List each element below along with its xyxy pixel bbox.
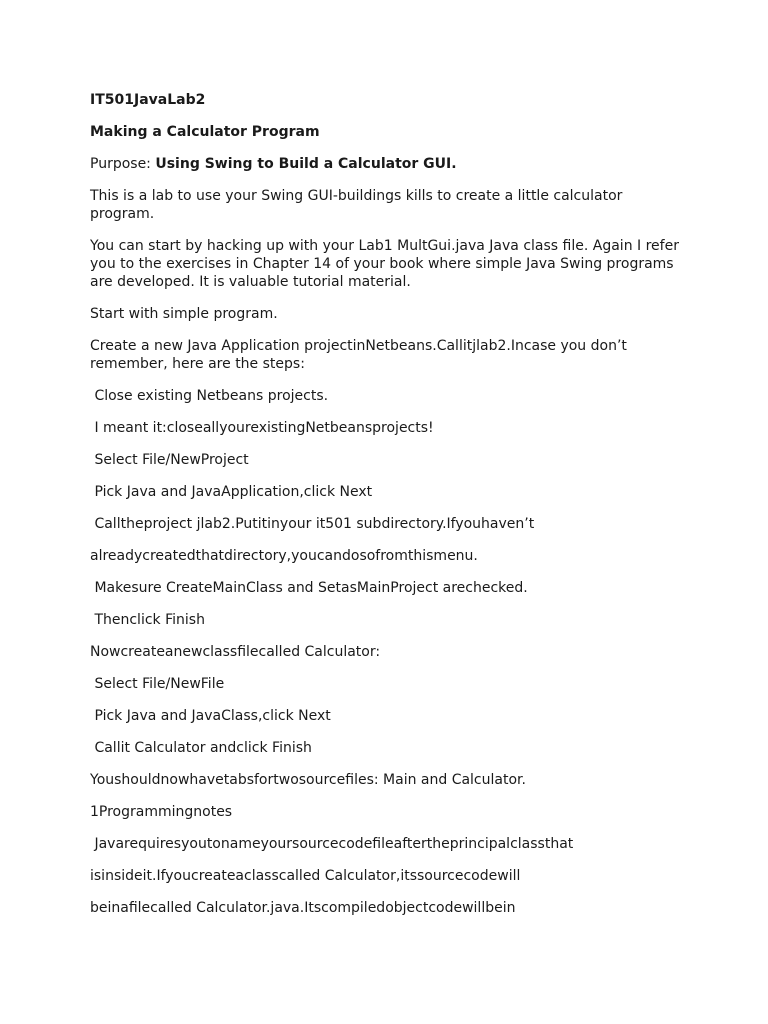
step-meant: I meant it:closeallyourexistingNetbeansprojects! xyxy=(90,420,434,436)
new-class-line: Nowcreateanewclassfilecalled Calculator: xyxy=(90,644,381,660)
step-already: alreadycreatedthatdirectory,youcandosofromthismenu. xyxy=(90,548,478,564)
purpose-line xyxy=(90,155,690,173)
step-select-project: Select File/NewProject xyxy=(90,452,249,468)
step-makesure: Makesure CreateMainClass and SetasMainProject arechecked. xyxy=(90,580,528,596)
document-title: Making a Calculator Program xyxy=(90,124,320,140)
simple-program-line: Start with simple program. xyxy=(90,306,278,322)
note-line-1: Javarequiresyoutonameyoursourcecodefileaftertheprincipalclassthat xyxy=(90,836,574,852)
document-page xyxy=(90,91,690,931)
step-select-file: Select File/NewFile xyxy=(90,676,225,692)
intro-paragraph: This is a lab to use your Swing GUI-buildings kills to create a little calculator program. xyxy=(90,188,627,222)
course-code: IT501JavaLab2 xyxy=(90,92,206,108)
step-call-calc: Callit Calculator andclick Finish xyxy=(90,740,312,756)
step-pick-app: Pick Java and JavaApplication,click Next xyxy=(90,484,373,500)
step-finish: Thenclick Finish xyxy=(90,612,205,628)
create-app-paragraph: Create a new Java Application projectinNetbeans.Callitjlab2.Incase you don’t remember, here are the steps: xyxy=(90,338,632,372)
step-pick-class: Pick Java and JavaClass,click Next xyxy=(90,708,331,724)
tabs-note: Youshouldnowhavetabsfortwosourcefiles: Main and Calculator. xyxy=(90,772,526,788)
start-paragraph: You can start by hacking up with your Lab1 MultGui.java Java class file. Again I refer you to the exercises in Chapter 14 of your book where simple Java Swing programs are developed. It is valuable tutorial material. xyxy=(90,238,684,290)
step-call-project: Calltheproject jlab2.Putitinyour it501 subdirectory.Ifyouhaven’t xyxy=(90,516,535,532)
purpose-label: Purpose: xyxy=(90,156,156,172)
step-close: Close existing Netbeans projects. xyxy=(90,388,329,404)
purpose-text: Using Swing to Build a Calculator GUI. xyxy=(155,156,457,172)
section-heading: 1Programmingnotes xyxy=(90,804,233,820)
note-line-2: isinsideit.Ifyoucreateaclasscalled Calculator,itssourcecodewill xyxy=(90,868,521,884)
note-line-3: beinafilecalled Calculator.java.Itscompiledobjectcodewillbein xyxy=(90,900,516,916)
